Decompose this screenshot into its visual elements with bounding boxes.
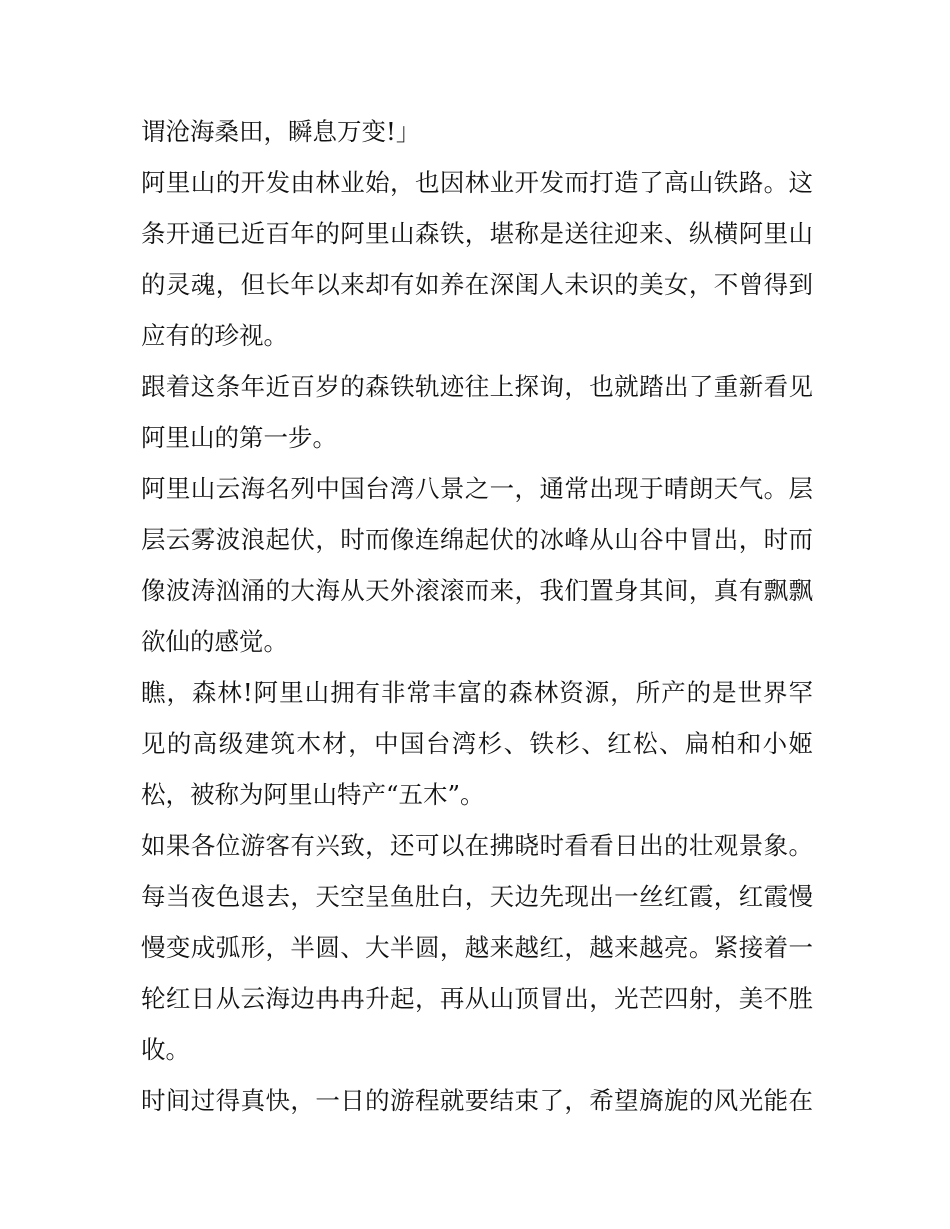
paragraph [141, 820, 813, 1075]
paragraph [141, 157, 813, 361]
document-body [141, 106, 813, 1126]
paragraph [141, 667, 813, 820]
text-line: 条开通已近百年的阿里山森铁，堪称是送往迎来、纵横阿里山 [141, 219, 813, 248]
text-line: 如果各位游客有兴致，还可以在拂晓时看看日出的壮观景象。 [141, 831, 813, 860]
text-line: 见的高级建筑木材，中国台湾杉、铁杉、红松、扁柏和小姬 [141, 729, 813, 758]
paragraph [141, 361, 813, 463]
text-line: 阿里山的开发由林业始，也因林业开发而打造了高山铁路。这 [141, 168, 813, 197]
text-line: 跟着这条年近百岁的森铁轨迹往上探询，也就踏出了重新看见 [141, 372, 813, 401]
text-line: 慢变成弧形，半圆、大半圆，越来越红，越来越亮。紧接着一 [141, 933, 813, 962]
text-line: 轮红日从云海边冉冉升起，再从山顶冒出，光芒四射，美不胜 [141, 984, 813, 1013]
text-line: 松，被称为阿里山特产“五木”。 [141, 780, 485, 809]
text-line: 的灵魂，但长年以来却有如养在深闺人未识的美女，不曾得到 [141, 270, 813, 299]
text-line: 每当夜色退去，天空呈鱼肚白，天边先现出一丝红霞，红霞慢 [141, 882, 813, 911]
paragraph [141, 463, 813, 667]
text-line: 瞧，森林!阿里山拥有非常丰富的森林资源，所产的是世界罕 [141, 678, 813, 707]
text-line: 谓沧海桑田，瞬息万变!」 [141, 117, 421, 146]
paragraph [141, 106, 813, 157]
text-line: 应有的珍视。 [141, 321, 288, 350]
text-line: 层云雾波浪起伏，时而像连绵起伏的冰峰从山谷中冒出，时而 [141, 525, 813, 554]
text-line: 欲仙的感觉。 [141, 627, 288, 656]
text-line: 时间过得真快，一日的游程就要结束了，希望旖旎的风光能在 [141, 1086, 813, 1115]
paragraph [141, 1075, 813, 1126]
text-line: 阿里山的第一步。 [141, 423, 337, 452]
text-line: 像波涛汹涌的大海从天外滚滚而来，我们置身其间，真有飘飘 [141, 576, 813, 605]
text-line: 阿里山云海名列中国台湾八景之一，通常出现于晴朗天气。层 [141, 474, 813, 503]
text-line: 收。 [141, 1035, 190, 1064]
